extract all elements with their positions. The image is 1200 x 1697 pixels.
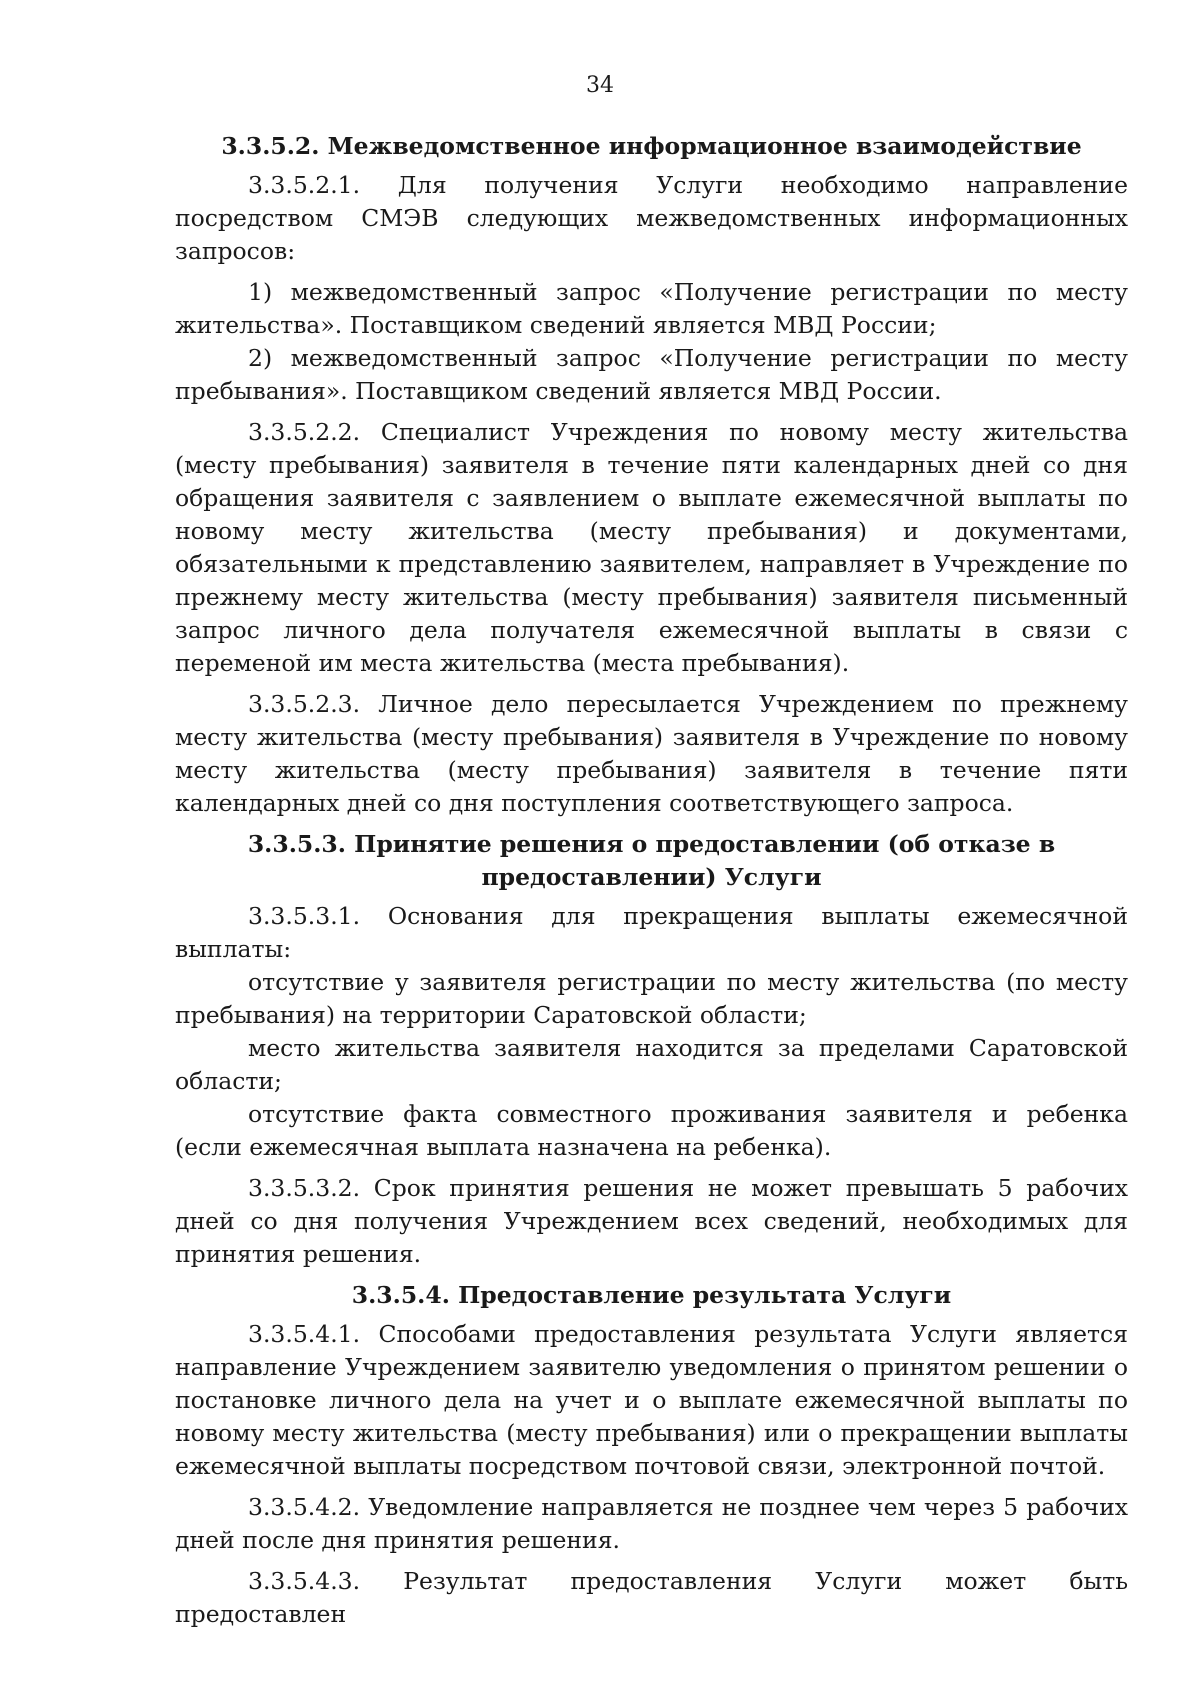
paragraph-33521: 3.3.5.2.1. Для получения Услуги необходимо направление посредством СМЭВ следующих межведомственных информационных запросов: (175, 171, 1128, 265)
section-heading-3353: 3.3.5.3. Принятие решения о предоставлении (об отказе в предоставлении) Услуги (247, 830, 1056, 891)
section-heading-3352: 3.3.5.2. Межведомственное информационное взаимодействие (221, 132, 1082, 160)
list-item-33521-1: 1) межведомственный запрос «Получение регистрации по месту жительства». Поставщиком сведений является МВД России; (175, 278, 1128, 339)
paragraph-33532: 3.3.5.3.2. Срок принятия решения не может превышать 5 рабочих дней со дня получения Учреждением всех сведений, необходимых для принятия решения. (175, 1174, 1128, 1268)
list-item-33531-2: место жительства заявителя находится за пределами Саратовской области; (175, 1034, 1128, 1095)
paragraph-33543: 3.3.5.4.3. Результат предоставления Услуги может быть предоставлен (175, 1567, 1128, 1628)
paragraph-33522: 3.3.5.2.2. Специалист Учреждения по новому месту жительства (месту пребывания) заявителя в течение пяти календарных дней со дня обращения заявителя с заявлением о выплате ежемесячной выплаты по новому месту жительства (месту пребывания) и документами, обязательными к представлению заявителем, направляет в Учреждение по прежнему месту жительства (месту пребывания) заявителя письменный запрос личного дела получателя ежемесячной выплаты в связи с переменой им места жительства (места пребывания). (175, 418, 1128, 677)
paragraph-33541: 3.3.5.4.1. Способами предоставления результата Услуги является направление Учреждением заявителю уведомления о принятом решении о постановке личного дела на учет и о выплате ежемесячной выплаты по новому месту жительства (месту пребывания) или о прекращении выплаты ежемесячной выплаты посредством почтовой связи, электронной почтой. (175, 1320, 1128, 1480)
section-heading-3354: 3.3.5.4. Предоставление результата Услуги (351, 1281, 952, 1309)
list-item-33531-1: отсутствие у заявителя регистрации по месту жительства (по месту пребывания) на территории Саратовской области; (175, 968, 1128, 1029)
paragraph-33542: 3.3.5.4.2. Уведомление направляется не позднее чем через 5 рабочих дней после дня принятия решения. (175, 1493, 1128, 1554)
paragraph-33523: 3.3.5.2.3. Личное дело пересылается Учреждением по прежнему месту жительства (месту пребывания) заявителя в Учреждение по новому месту жительства (месту пребывания) заявителя в течение пяти календарных дней со дня поступления соответствующего запроса. (175, 690, 1128, 817)
list-item-33531-3: отсутствие факта совместного проживания заявителя и ребенка (если ежемесячная выплата назначена на ребенка). (175, 1100, 1128, 1161)
paragraph-33531: 3.3.5.3.1. Основания для прекращения выплаты ежемесячной выплаты: (175, 902, 1128, 963)
page-number: 34 (586, 73, 614, 98)
list-item-33521-2: 2) межведомственный запрос «Получение регистрации по месту пребывания». Поставщиком сведений является МВД России. (175, 344, 1128, 405)
document-body (175, 130, 1128, 1639)
